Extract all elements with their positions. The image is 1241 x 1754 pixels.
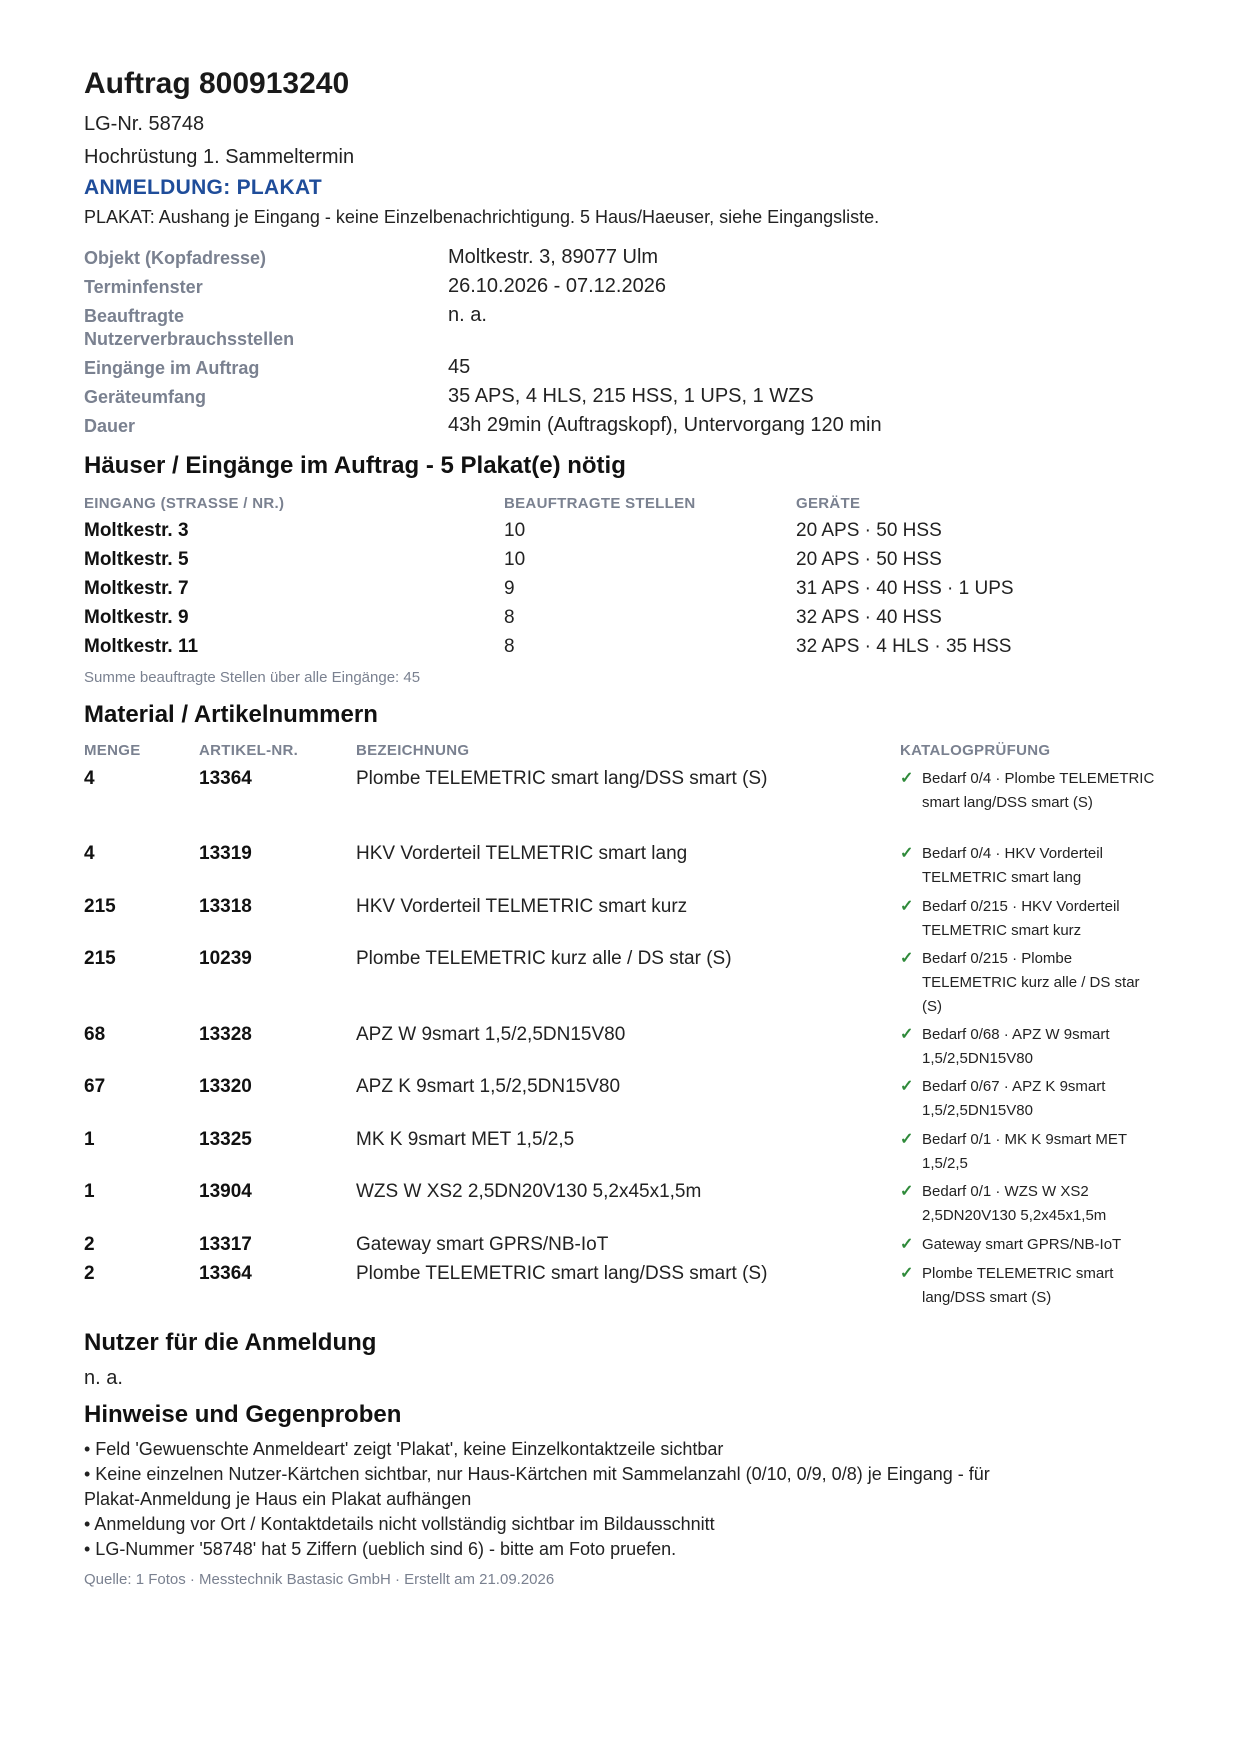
column-header: KATALOGPRÜFUNG: [900, 742, 1051, 759]
detail-label: Beauftragte Nutzerverbrauchsstellen: [84, 306, 295, 349]
detail-value: n. a.: [448, 304, 487, 326]
material-article: 13904: [199, 1181, 252, 1202]
catalog-check-text: Plombe TELEMETRIC smart lang/DSS smart (S): [922, 1265, 1114, 1306]
check-icon: ✓: [900, 770, 914, 787]
material-article: 13319: [199, 843, 252, 864]
material-qty: 4: [84, 843, 95, 864]
detail-label: Terminfenster: [84, 277, 203, 297]
detail-value: 45: [448, 356, 471, 378]
catalog-check-text: Bedarf 0/68 · APZ W 9smart 1,5/2,5DN15V80: [922, 1026, 1110, 1067]
check-icon: ✓: [900, 1078, 914, 1095]
check-icon: ✓: [900, 1236, 914, 1253]
house-devices: 32 APS · 4 HLS · 35 HSS: [796, 636, 1012, 657]
house-devices: 20 APS · 50 HSS: [796, 549, 942, 570]
check-icon: ✓: [900, 1265, 914, 1282]
house-count: 10: [504, 549, 526, 570]
material-qty: 1: [84, 1129, 95, 1150]
house-entrance: Moltkestr. 9: [84, 607, 189, 628]
column-header: BEZEICHNUNG: [356, 742, 470, 759]
detail-label: Eingänge im Auftrag: [84, 358, 260, 378]
material-qty: 67: [84, 1076, 106, 1097]
house-entrance: Moltkestr. 3: [84, 520, 189, 541]
house-count: 9: [504, 578, 515, 599]
hint-item: • Keine einzelnen Nutzer-Kärtchen sichtbar, nur Haus-Kärtchen mit Sammelanzahl (0/10, 0/9, 0/8) je Eingang - für Plakat-Anmeldung je Haus ein Plakat aufhängen: [84, 1464, 990, 1509]
detail-value: 43h 29min (Auftragskopf), Untervorgang 120 min: [448, 414, 882, 436]
check-icon: ✓: [900, 950, 914, 967]
catalog-check-text: Gateway smart GPRS/NB-IoT: [922, 1236, 1122, 1253]
column-header: BEAUFTRAGTE STELLEN: [504, 495, 696, 512]
catalog-check: [900, 767, 1162, 815]
column-header: ARTIKEL-NR.: [199, 742, 299, 759]
catalog-check-text: Bedarf 0/4 · Plombe TELEMETRIC smart lang/DSS smart (S): [922, 770, 1155, 811]
material-name: Plombe TELEMETRIC smart lang/DSS smart (S): [356, 768, 768, 789]
check-icon: ✓: [900, 1183, 914, 1200]
detail-value: Moltkestr. 3, 89077 Ulm: [448, 246, 659, 268]
catalog-check-text: Bedarf 0/1 · WZS W XS2 2,5DN20V130 5,2x45x1,5m: [922, 1183, 1107, 1224]
house-count: 8: [504, 607, 515, 628]
detail-value: 26.10.2026 - 07.12.2026: [448, 275, 666, 297]
material-qty: 2: [84, 1234, 95, 1255]
material-qty: 4: [84, 768, 95, 789]
material-article: 13364: [199, 1263, 252, 1284]
page-title: Auftrag 800913240: [84, 67, 350, 100]
hints-list: [84, 1437, 1044, 1562]
check-icon: ✓: [900, 898, 914, 915]
catalog-check: [900, 1128, 1162, 1176]
material-qty: 215: [84, 948, 116, 969]
material-name: HKV Vorderteil TELMETRIC smart kurz: [356, 896, 688, 917]
hint-item: • Feld 'Gewuenschte Anmeldeart' zeigt 'Plakat', keine Einzelkontaktzeile sichtbar: [84, 1439, 724, 1459]
material-name: Plombe TELEMETRIC smart lang/DSS smart (S): [356, 1263, 768, 1284]
house-devices: 32 APS · 40 HSS: [796, 607, 942, 628]
material-article: 13325: [199, 1129, 252, 1150]
material-article: 13318: [199, 896, 252, 917]
detail-label: Objekt (Kopfadresse): [84, 248, 267, 268]
catalog-check: [900, 1233, 1162, 1257]
column-header: GERÄTE: [796, 495, 861, 512]
announcement-text: PLAKAT: Aushang je Eingang - keine Einzelbenachrichtigung. 5 Haus/Haeuser, siehe Eingangsliste.: [84, 207, 880, 227]
material-article: 10239: [199, 948, 252, 969]
material-name: Plombe TELEMETRIC kurz alle / DS star (S): [356, 948, 732, 969]
material-qty: 2: [84, 1263, 95, 1284]
material-name: WZS W XS2 2,5DN20V130 5,2x45x1,5m: [356, 1181, 702, 1202]
material-qty: 1: [84, 1181, 95, 1202]
catalog-check: [900, 947, 1162, 1019]
detail-label: Dauer: [84, 416, 136, 436]
material-name: APZ W 9smart 1,5/2,5DN15V80: [356, 1024, 626, 1045]
houses-heading: Häuser / Eingänge im Auftrag - 5 Plakat(e) nötig: [84, 452, 626, 479]
column-header: MENGE: [84, 742, 141, 759]
order-subtitle: Hochrüstung 1. Sammeltermin: [84, 146, 355, 168]
check-icon: ✓: [900, 1131, 914, 1148]
catalog-check-text: Bedarf 0/67 · APZ K 9smart 1,5/2,5DN15V80: [922, 1078, 1106, 1119]
material-name: Gateway smart GPRS/NB-IoT: [356, 1234, 609, 1255]
material-heading: Material / Artikelnummern: [84, 701, 378, 728]
house-devices: 31 APS · 40 HSS · 1 UPS: [796, 578, 1014, 599]
material-qty: 68: [84, 1024, 106, 1045]
catalog-check-text: Bedarf 0/215 · Plombe TELEMETRIC kurz alle / DS star (S): [922, 950, 1140, 1015]
material-name: MK K 9smart MET 1,5/2,5: [356, 1129, 575, 1150]
material-article: 13328: [199, 1024, 252, 1045]
footer-source: Quelle: 1 Fotos · Messtechnik Bastasic GmbH · Erstellt am 21.09.2026: [84, 1571, 555, 1588]
announcement-type: ANMELDUNG: PLAKAT: [84, 176, 323, 199]
catalog-check: [900, 842, 1162, 890]
house-count: 8: [504, 636, 515, 657]
catalog-check-text: Bedarf 0/4 · HKV Vorderteil TELMETRIC smart lang: [922, 845, 1103, 886]
material-article: 13320: [199, 1076, 252, 1097]
catalog-check-text: Bedarf 0/1 · MK K 9smart MET 1,5/2,5: [922, 1131, 1127, 1172]
material-article: 13364: [199, 768, 252, 789]
catalog-check: [900, 1180, 1162, 1228]
sum-note: Summe beauftragte Stellen über alle Eingänge: 45: [84, 669, 421, 686]
material-name: APZ K 9smart 1,5/2,5DN15V80: [356, 1076, 621, 1097]
catalog-check: [900, 1262, 1132, 1310]
check-icon: ✓: [900, 1026, 914, 1043]
catalog-check-text: Bedarf 0/215 · HKV Vorderteil TELMETRIC smart kurz: [922, 898, 1120, 939]
catalog-check: [900, 1075, 1162, 1123]
material-name: HKV Vorderteil TELMETRIC smart lang: [356, 843, 688, 864]
hints-heading: Hinweise und Gegenproben: [84, 1401, 402, 1428]
detail-value: 35 APS, 4 HLS, 215 HSS, 1 UPS, 1 WZS: [448, 385, 814, 407]
column-header: EINGANG (STRASSE / NR.): [84, 495, 285, 512]
catalog-check: [900, 895, 1162, 943]
hint-item: • Anmeldung vor Ort / Kontaktdetails nicht vollständig sichtbar im Bildausschnitt: [84, 1514, 715, 1534]
hint-item: • LG-Nummer '58748' hat 5 Ziffern (ueblich sind 6) - bitte am Foto pruefen.: [84, 1539, 677, 1559]
lg-number: LG-Nr. 58748: [84, 113, 205, 135]
house-entrance: Moltkestr. 11: [84, 636, 199, 657]
house-devices: 20 APS · 50 HSS: [796, 520, 942, 541]
house-entrance: Moltkestr. 5: [84, 549, 189, 570]
house-entrance: Moltkestr. 7: [84, 578, 189, 599]
users-heading: Nutzer für die Anmeldung: [84, 1329, 377, 1356]
catalog-check: [900, 1023, 1162, 1071]
users-value: n. a.: [84, 1367, 123, 1389]
check-icon: ✓: [900, 845, 914, 862]
house-count: 10: [504, 520, 526, 541]
material-qty: 215: [84, 896, 116, 917]
detail-label: Geräteumfang: [84, 387, 207, 407]
material-article: 13317: [199, 1234, 252, 1255]
